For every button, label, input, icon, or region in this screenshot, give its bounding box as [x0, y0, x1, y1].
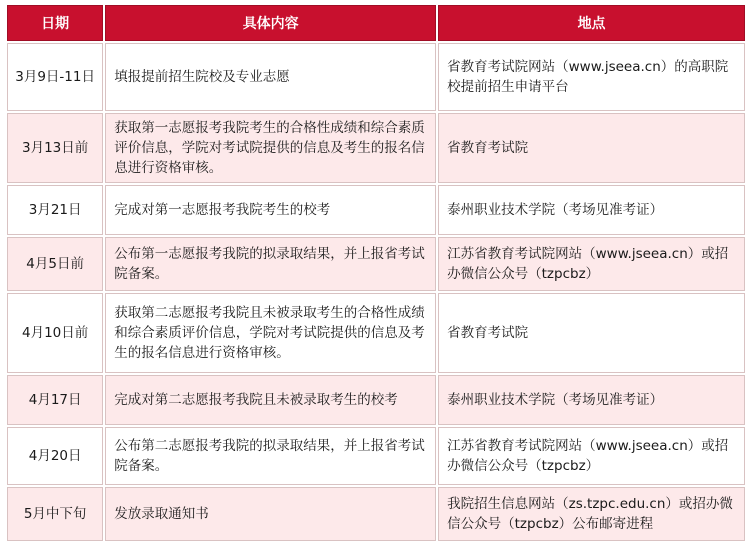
row-date: 3月9日-11日 — [7, 43, 103, 111]
row-date: 4月17日 — [7, 375, 103, 425]
row-location: 江苏省教育考试院网站（www.jseea.cn）或招办微信公众号（tzpcbz） — [438, 427, 745, 485]
header-location: 地点 — [438, 5, 745, 41]
row-content: 填报提前招生院校及专业志愿 — [105, 43, 436, 111]
table-row — [7, 375, 745, 425]
table-header-row — [7, 5, 745, 41]
table-row — [7, 113, 745, 183]
row-location: 江苏省教育考试院网站（www.jseea.cn）或招办微信公众号（tzpcbz） — [438, 237, 745, 291]
table-row — [7, 427, 745, 485]
table-row — [7, 487, 745, 541]
row-content: 获取第一志愿报考我院考生的合格性成绩和综合素质评价信息，学院对考试院提供的信息及考生的报名信息进行资格审核。 — [105, 113, 436, 183]
row-content: 公布第二志愿报考我院的拟录取结果，并上报省考试院备案。 — [105, 427, 436, 485]
row-date: 5月中下旬 — [7, 487, 103, 541]
row-date: 4月5日前 — [7, 237, 103, 291]
row-location: 泰州职业技术学院（考场见准考证） — [438, 375, 745, 425]
row-content: 发放录取通知书 — [105, 487, 436, 541]
table-row — [7, 185, 745, 235]
row-location: 省教育考试院 — [438, 113, 745, 183]
row-location: 省教育考试院网站（www.jseea.cn）的高职院校提前招生申请平台 — [438, 43, 745, 111]
row-date: 4月10日前 — [7, 293, 103, 373]
table-row — [7, 293, 745, 373]
row-date: 3月21日 — [7, 185, 103, 235]
table-row — [7, 237, 745, 291]
schedule-table-wrapper — [5, 3, 747, 543]
row-content: 完成对第一志愿报考我院考生的校考 — [105, 185, 436, 235]
row-date: 3月13日前 — [7, 113, 103, 183]
table-row — [7, 43, 745, 111]
row-content: 公布第一志愿报考我院的拟录取结果，并上报省考试院备案。 — [105, 237, 436, 291]
header-content: 具体内容 — [105, 5, 436, 41]
row-content: 完成对第二志愿报考我院且未被录取考生的校考 — [105, 375, 436, 425]
row-date: 4月20日 — [7, 427, 103, 485]
header-date: 日期 — [7, 5, 103, 41]
row-content: 获取第二志愿报考我院且未被录取考生的合格性成绩和综合素质评价信息，学院对考试院提供的信息及考生的报名信息进行资格审核。 — [105, 293, 436, 373]
schedule-table — [5, 3, 747, 543]
row-location: 我院招生信息网站（zs.tzpc.edu.cn）或招办微信公众号（tzpcbz）公布邮寄进程 — [438, 487, 745, 541]
row-location: 省教育考试院 — [438, 293, 745, 373]
row-location: 泰州职业技术学院（考场见准考证） — [438, 185, 745, 235]
